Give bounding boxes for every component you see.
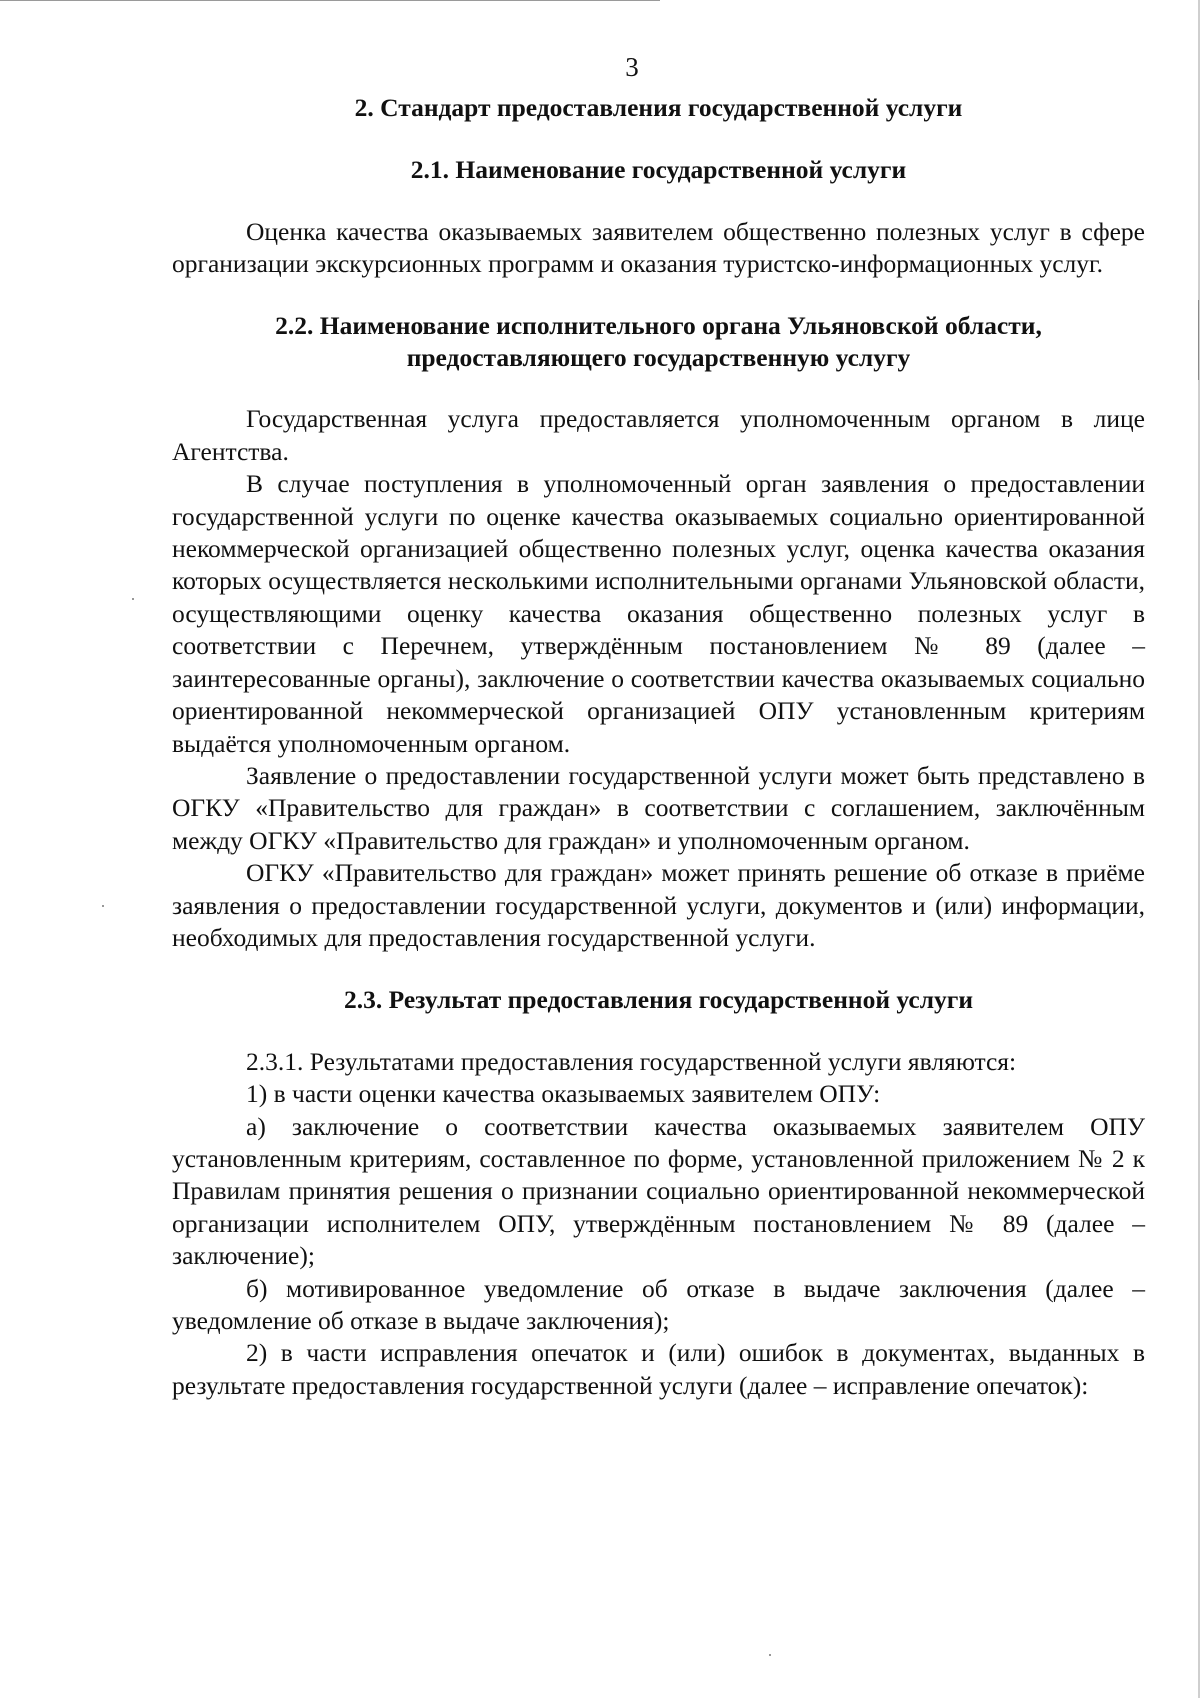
- scan-edge-mark: [1198, 300, 1199, 380]
- paragraph: ОГКУ «Правительство для граждан» может принять решение об отказе в приёме заявления о предоставлении государственной услуги, документов и (или) информации, необходимых для предоставления государственной услуги.: [172, 858, 1145, 952]
- section-2-2-paragraphs: [172, 403, 1145, 954]
- section-2-heading: 2. Стандарт предоставления государственной услуги: [354, 93, 963, 122]
- scan-speck: [132, 598, 134, 600]
- section-2-2-heading: [172, 310, 1145, 375]
- section-2-1-text: Оценка качества оказываемых заявителем общественно полезных услуг в сфере организации экскурсионных программ и оказания туристско-информационных услуг.: [172, 216, 1145, 279]
- list-item: 2) в части исправления опечаток и (или) ошибок в документах, выданных в результате предоставления государственной услуги (далее – исправление опечаток):: [172, 1338, 1145, 1400]
- list-item: 2.3.1. Результатами предоставления государственной услуги являются:: [246, 1046, 1017, 1076]
- section-2-3-heading: 2.3. Результат предоставления государственной услуги: [343, 985, 974, 1015]
- list-item: 1) в части оценки качества оказываемых заявителем ОПУ:: [246, 1079, 881, 1109]
- paragraph: Заявление о предоставлении государственной услуги может быть представлено в ОГКУ «Правительство для граждан» в соответствии с соглашением, заключённым между ОГКУ «Правительство для граждан» и уполномоченным органом.: [172, 760, 1145, 855]
- section-2-2-heading-line1: 2.2. Наименование исполнительного органа Ульяновской области,: [275, 310, 1042, 340]
- section-2-1-heading: 2.1. Наименование государственной услуги: [410, 155, 907, 185]
- list-item: а) заключение о соответствии качества оказываемых заявителем ОПУ установленным критериям, составленное по форме, установленной приложением № 2 к Правилам принятия решения о признании социально ориентированной некоммерческой организации исполнителем ОПУ, утверждённым постановлением № 89 (далее – заключение);: [172, 1111, 1145, 1271]
- scan-speck: [102, 905, 104, 907]
- list-item: б) мотивированное уведомление об отказе в выдаче заключения (далее – уведомление об отказе в выдаче заключения);: [172, 1273, 1145, 1335]
- document-body: [172, 92, 1145, 1402]
- page-number: 3: [625, 52, 639, 82]
- section-2-3-list: [172, 1046, 1145, 1402]
- paragraph: В случае поступления в уполномоченный орган заявления о предоставлении государственной услуги по оценке качества оказываемых социально ориентированной некоммерческой организацией общественно полезных услуг, оценка качества оказания которых осуществляется несколькими исполнительными органами Ульяновской области, осуществляющими оценку качества оказания общественно полезных услуг в соответствии с Перечнем, утверждённым постановлением № 89 (далее – заинтересованные органы), заключение о соответствии качества оказываемых социально ориентированной некоммерческой организацией ОПУ установленным критериям выдаётся уполномоченным органом.: [172, 469, 1145, 758]
- section-2-2-heading-line2: предоставляющего государственную услугу: [406, 343, 911, 373]
- scan-speck: [769, 1654, 771, 1656]
- scan-edge-top: [0, 0, 660, 1]
- paragraph: Государственная услуга предоставляется уполномоченным органом в лице Агентства.: [172, 404, 1145, 466]
